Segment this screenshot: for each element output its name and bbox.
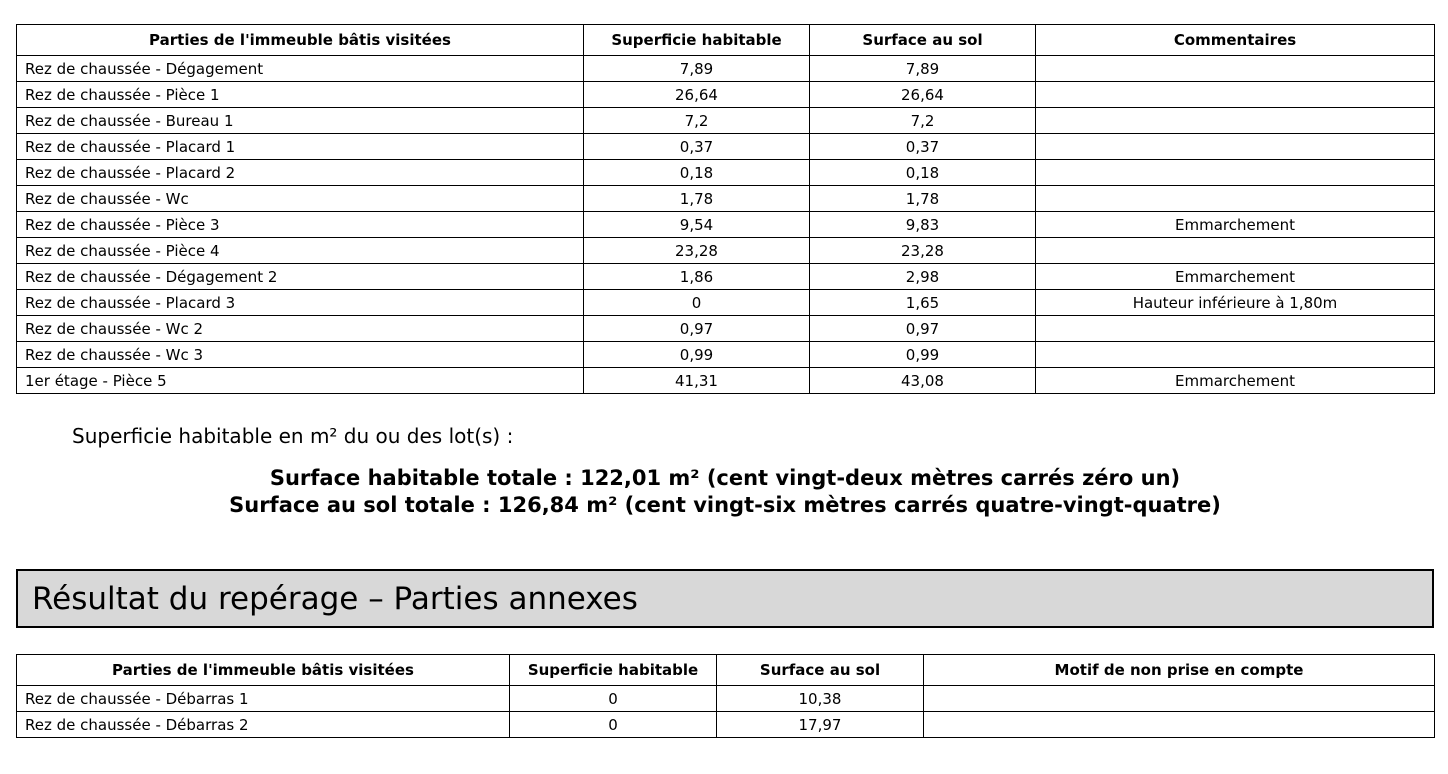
table-header-row <box>17 655 1435 686</box>
table-header-row <box>17 25 1435 56</box>
cell-surface-sol: 7,89 <box>810 56 1036 82</box>
cell-partie: Rez de chaussée - Placard 1 <box>17 134 584 160</box>
header-parties: Parties de l'immeuble bâtis visitées <box>17 25 584 56</box>
header-motif: Motif de non prise en compte <box>924 655 1435 686</box>
header-surface-sol: Surface au sol <box>717 655 924 686</box>
table-row <box>17 316 1435 342</box>
cell-surface-sol: 43,08 <box>810 368 1036 394</box>
cell-surface-sol: 1,65 <box>810 290 1036 316</box>
table-row <box>17 686 1435 712</box>
cell-partie: Rez de chaussée - Bureau 1 <box>17 108 584 134</box>
cell-partie: 1er étage - Pièce 5 <box>17 368 584 394</box>
table-row <box>17 290 1435 316</box>
cell-commentaire <box>1036 238 1435 264</box>
cell-partie: Rez de chaussée - Pièce 1 <box>17 82 584 108</box>
cell-partie: Rez de chaussée - Placard 3 <box>17 290 584 316</box>
table-row <box>17 238 1435 264</box>
total-sol: Surface au sol totale : 126,84 m² (cent vingt-six mètres carrés quatre-vingt-quatre) <box>229 493 1221 517</box>
cell-partie: Rez de chaussée - Wc 2 <box>17 316 584 342</box>
cell-commentaire <box>1036 134 1435 160</box>
cell-superficie: 0 <box>510 712 717 738</box>
cell-superficie: 9,54 <box>584 212 810 238</box>
cell-commentaire: Emmarchement <box>1036 212 1435 238</box>
table-row <box>17 264 1435 290</box>
cell-surface-sol: 9,83 <box>810 212 1036 238</box>
cell-surface-sol: 0,99 <box>810 342 1036 368</box>
cell-superficie: 0,99 <box>584 342 810 368</box>
summary-intro: Superficie habitable en m² du ou des lot(s) : <box>72 424 514 448</box>
section-title: Résultat du repérage – Parties annexes <box>32 581 638 617</box>
cell-superficie: 0,37 <box>584 134 810 160</box>
cell-superficie: 7,2 <box>584 108 810 134</box>
table-row <box>17 712 1435 738</box>
table-row <box>17 134 1435 160</box>
table-row <box>17 56 1435 82</box>
cell-motif <box>924 686 1435 712</box>
cell-superficie: 7,89 <box>584 56 810 82</box>
cell-superficie: 0,18 <box>584 160 810 186</box>
totals-block <box>16 465 1434 519</box>
cell-commentaire <box>1036 316 1435 342</box>
cell-partie: Rez de chaussée - Placard 2 <box>17 160 584 186</box>
cell-surface-sol: 0,97 <box>810 316 1036 342</box>
cell-superficie: 41,31 <box>584 368 810 394</box>
header-commentaires: Commentaires <box>1036 25 1435 56</box>
cell-partie: Rez de chaussée - Wc <box>17 186 584 212</box>
cell-superficie: 0,97 <box>584 316 810 342</box>
cell-superficie: 1,78 <box>584 186 810 212</box>
cell-surface-sol: 0,18 <box>810 160 1036 186</box>
cell-surface-sol: 2,98 <box>810 264 1036 290</box>
cell-superficie: 26,64 <box>584 82 810 108</box>
cell-surface-sol: 7,2 <box>810 108 1036 134</box>
cell-superficie: 23,28 <box>584 238 810 264</box>
table-row <box>17 342 1435 368</box>
cell-commentaire <box>1036 82 1435 108</box>
cell-commentaire <box>1036 186 1435 212</box>
cell-commentaire <box>1036 108 1435 134</box>
cell-surface-sol: 17,97 <box>717 712 924 738</box>
table-row <box>17 368 1435 394</box>
header-superficie-habitable: Superficie habitable <box>584 25 810 56</box>
table-row <box>17 186 1435 212</box>
cell-superficie: 0 <box>584 290 810 316</box>
cell-partie: Rez de chaussée - Dégagement 2 <box>17 264 584 290</box>
cell-partie: Rez de chaussée - Débarras 1 <box>17 686 510 712</box>
cell-surface-sol: 0,37 <box>810 134 1036 160</box>
cell-partie: Rez de chaussée - Débarras 2 <box>17 712 510 738</box>
cell-surface-sol: 23,28 <box>810 238 1036 264</box>
annex-table <box>16 654 1435 738</box>
cell-partie: Rez de chaussée - Pièce 4 <box>17 238 584 264</box>
table-row <box>17 212 1435 238</box>
cell-partie: Rez de chaussée - Wc 3 <box>17 342 584 368</box>
header-superficie-habitable: Superficie habitable <box>510 655 717 686</box>
cell-surface-sol: 26,64 <box>810 82 1036 108</box>
surfaces-table <box>16 24 1435 394</box>
header-parties: Parties de l'immeuble bâtis visitées <box>17 655 510 686</box>
cell-commentaire <box>1036 342 1435 368</box>
table-row <box>17 82 1435 108</box>
cell-surface-sol: 1,78 <box>810 186 1036 212</box>
table-row <box>17 160 1435 186</box>
table-row <box>17 108 1435 134</box>
cell-surface-sol: 10,38 <box>717 686 924 712</box>
header-surface-sol: Surface au sol <box>810 25 1036 56</box>
cell-partie: Rez de chaussée - Dégagement <box>17 56 584 82</box>
total-habitable: Surface habitable totale : 122,01 m² (cent vingt-deux mètres carrés zéro un) <box>269 466 1181 490</box>
cell-commentaire: Emmarchement <box>1036 368 1435 394</box>
cell-commentaire: Emmarchement <box>1036 264 1435 290</box>
cell-partie: Rez de chaussée - Pièce 3 <box>17 212 584 238</box>
cell-superficie: 0 <box>510 686 717 712</box>
cell-motif <box>924 712 1435 738</box>
cell-commentaire <box>1036 56 1435 82</box>
cell-superficie: 1,86 <box>584 264 810 290</box>
cell-commentaire: Hauteur inférieure à 1,80m <box>1036 290 1435 316</box>
cell-commentaire <box>1036 160 1435 186</box>
section-header-annexes <box>16 569 1434 628</box>
